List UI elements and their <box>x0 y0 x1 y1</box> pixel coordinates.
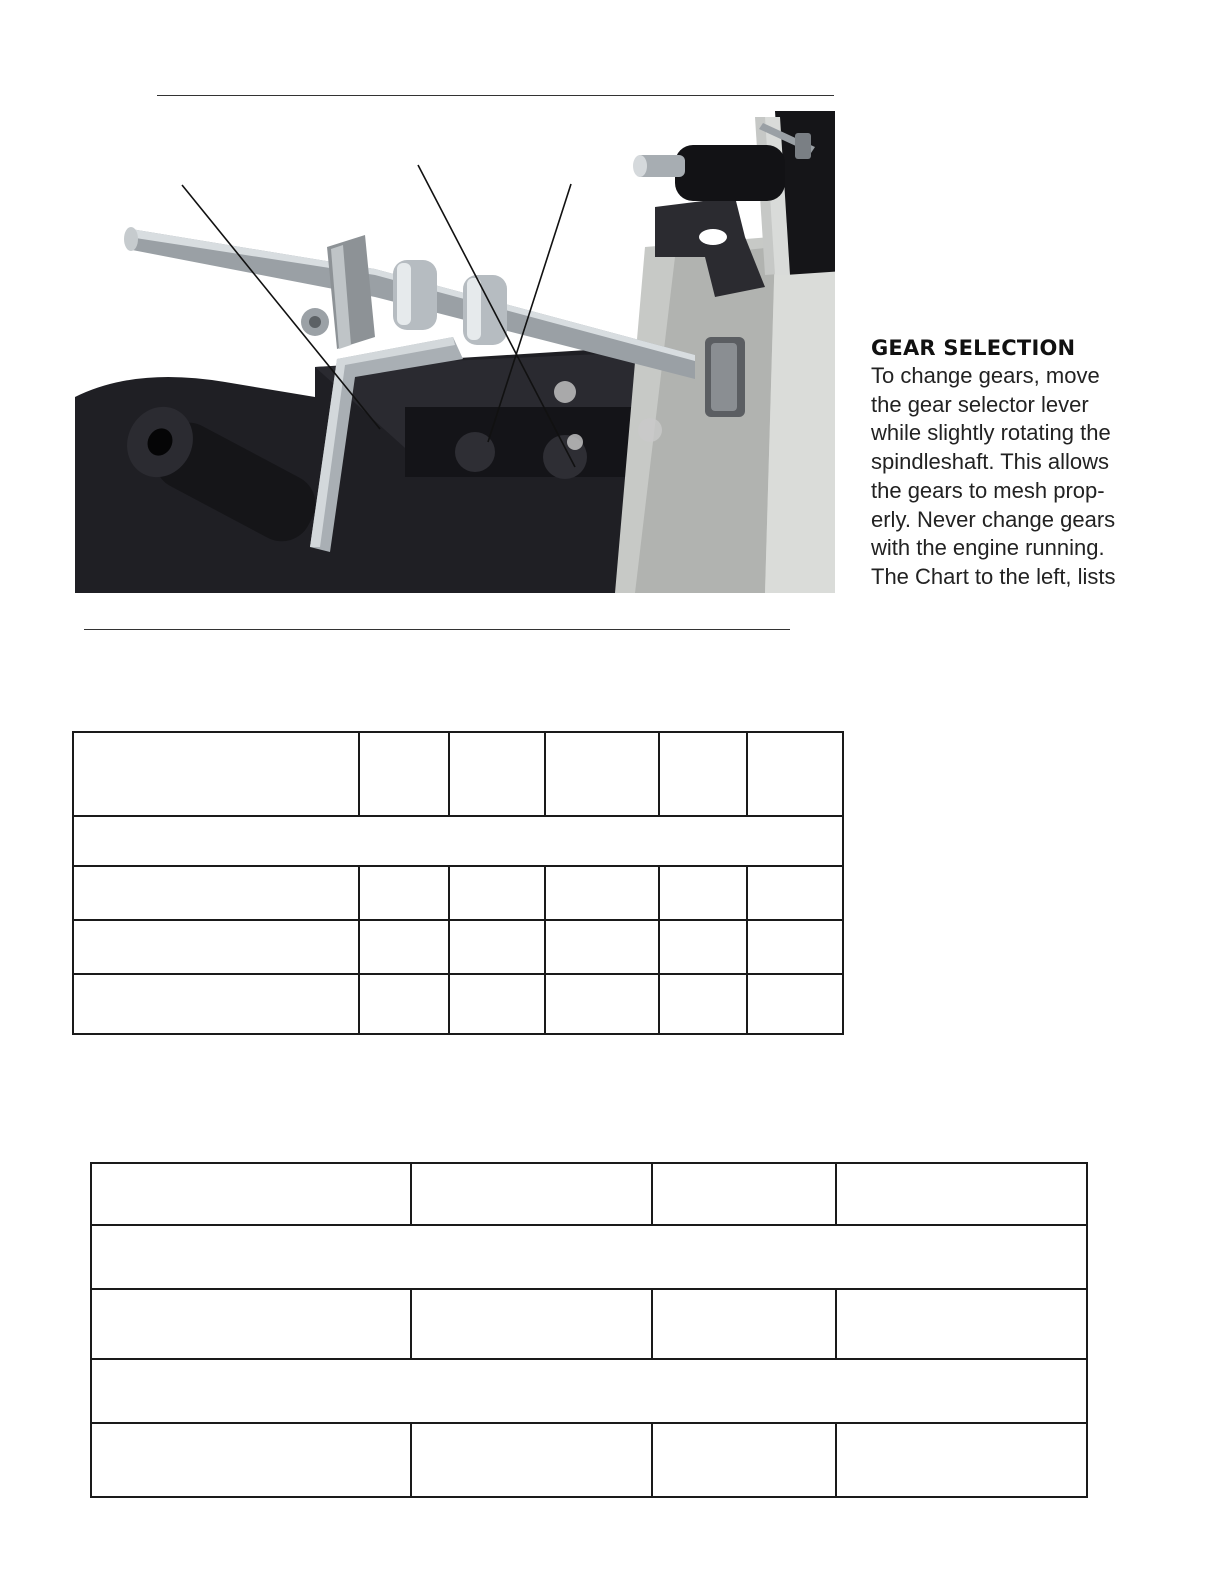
table-cell <box>359 974 449 1034</box>
table-cell <box>411 1289 652 1359</box>
table-row <box>91 1163 1087 1225</box>
gear-selection-title: GEAR SELECTION <box>871 336 1076 360</box>
table-cell <box>359 732 449 816</box>
table-row <box>91 1359 1087 1423</box>
table-cell <box>359 920 449 974</box>
table-cell <box>652 1163 836 1225</box>
table-cell <box>836 1163 1087 1225</box>
gear-selection-line: spindleshaft. This allows <box>871 449 1110 475</box>
table-cell <box>652 1289 836 1359</box>
photo-bottom-rule <box>84 629 790 630</box>
table-cell <box>747 974 843 1034</box>
table-cell <box>747 732 843 816</box>
table-cell <box>91 1359 1087 1423</box>
table-cell <box>91 1163 411 1225</box>
table-cell <box>411 1163 652 1225</box>
table-cell <box>659 974 747 1034</box>
table-cell <box>91 1423 411 1497</box>
spec-table <box>90 1162 1088 1498</box>
table-cell <box>545 732 659 816</box>
table-row <box>91 1289 1087 1359</box>
table-row <box>73 732 843 816</box>
table-cell <box>652 1423 836 1497</box>
table-row <box>91 1225 1087 1289</box>
table-cell <box>449 866 545 920</box>
table-row <box>91 1423 1087 1497</box>
gear-selection-line: the gears to mesh prop- <box>871 477 1105 503</box>
table-cell <box>449 732 545 816</box>
table-cell <box>449 974 545 1034</box>
table-cell <box>836 1289 1087 1359</box>
table-row <box>73 920 843 974</box>
table-cell <box>91 1289 411 1359</box>
table-cell <box>359 866 449 920</box>
table-cell <box>73 732 359 816</box>
table-cell <box>836 1423 1087 1497</box>
table-cell <box>73 816 843 866</box>
gear-chart-table <box>72 731 844 1035</box>
table-cell <box>411 1423 652 1497</box>
table-cell <box>545 974 659 1034</box>
table-cell <box>747 920 843 974</box>
table-cell <box>73 866 359 920</box>
table-row <box>73 974 843 1034</box>
gear-selector-photo <box>75 97 835 593</box>
gear-selection-line: The Chart to the left, lists <box>871 563 1116 589</box>
table-row <box>73 816 843 866</box>
table-cell <box>659 866 747 920</box>
gear-selection-line: erly. Never change gears <box>871 506 1116 532</box>
table-cell <box>449 920 545 974</box>
gear-selection-note <box>871 334 1161 592</box>
gear-selection-line: while slightly rotating the <box>871 420 1111 446</box>
table-row <box>73 866 843 920</box>
table-cell <box>73 920 359 974</box>
table-cell <box>73 974 359 1034</box>
top-rule <box>157 95 834 96</box>
gear-selection-line: To change gears, move <box>871 363 1100 388</box>
table-cell <box>545 866 659 920</box>
table-cell <box>545 920 659 974</box>
table-cell <box>659 920 747 974</box>
gear-selection-line: the gear selector lever <box>871 391 1089 417</box>
table-cell <box>659 732 747 816</box>
table-cell <box>747 866 843 920</box>
gear-selection-line: with the engine running. <box>871 535 1105 561</box>
table-cell <box>91 1225 1087 1289</box>
